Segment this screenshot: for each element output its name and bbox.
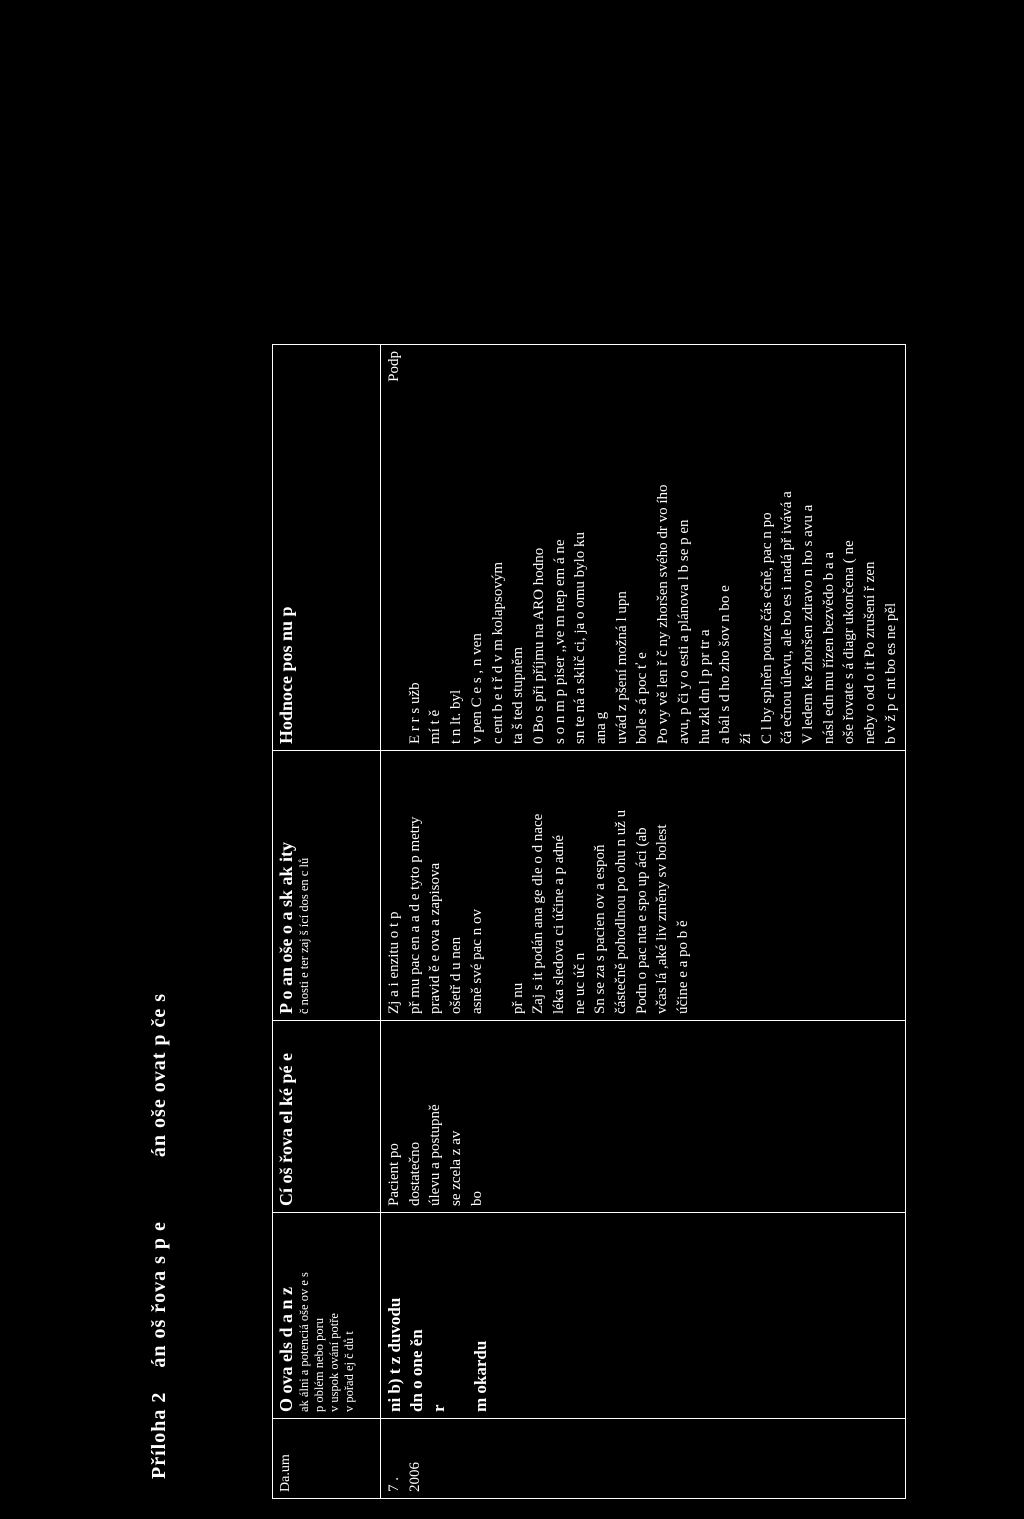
cell-date: 7 . 2006 <box>381 1419 906 1499</box>
header-date: Da.um <box>273 1419 381 1499</box>
cell-plan: Zj a i enzitu o t p př mu pac en a a d e tyto p metry pravid ě e ova a zapisova ošetř d u nen asně své pac n ov př nu Zaj s it podán ana ge dle o d nace léka sledova ci účine a p adné ne uc úč n Sn se za s pacien ov a espoň částečně pohodlnou po ohu n už u Podn o pac nta e spo up áci (ab včas lá ,aké liv změny sv bolest účine e a po b ě <box>381 751 906 1021</box>
cell-problem: ni b) t z duvodu dn o one ěn r m okardu <box>381 1213 906 1419</box>
header-evaluation: Hodnoce pos nu p <box>273 345 381 751</box>
header-problem: O ova els d a n z ak álni a potenciá oše ov e s p oblém nebo poru v uspok ování potře v pořad ej č dů t <box>273 1213 381 1419</box>
cell-evaluation: Podp E r r s užb mí t ě t n lt. byl v pen C e s , n ven c ent b e t ř d v m kolapsovým ta š ted stupněm 0 Bo s při příjmu na ARO hodno s o n m p piser ,,ve m nep em á ne sn te ná a sklič ci, ja o omu bylo ku ana g uvád z pšení možná l upn bole s á poc ť e Po vy vě len ř č ny zhoršen svého dr vo ího avu, p či y o esti a plánova l b se p en hu zkl dn l p pr tr a a bál s d ho zho šov n bo e ží C l by splněn pouze čás ečně, pac n po čá ečnou úlevu, ale bo es i nadá př ivává a V ledem ke zhoršen zdravo n ho s avu a násl edn mu řízen bezvědo b a a oše řovate s á diagr ukončena ( ne neby o od o it Po zrušení ř zen b v ž p c nt bo es ne pěl <box>381 345 906 751</box>
title-part: án oše ovat p če s <box>148 992 170 1158</box>
nursing-care-plan-table <box>272 344 906 1499</box>
header-goal: Cí oš řova el ké pé e <box>273 1021 381 1213</box>
page-title <box>148 975 171 1479</box>
header-plan: P o an oše o a sk ak ity č nosti e ter zaj š ící dos en c lů <box>273 751 381 1021</box>
header-row <box>273 345 381 1499</box>
cell-goal: Pacient po dostatečno úlevu a postupně se zcela z av bo <box>381 1021 906 1213</box>
title-part: án oš řova s p e <box>148 1221 170 1368</box>
title-part: Příloha 2 <box>148 1391 170 1479</box>
table-row <box>381 345 906 1499</box>
